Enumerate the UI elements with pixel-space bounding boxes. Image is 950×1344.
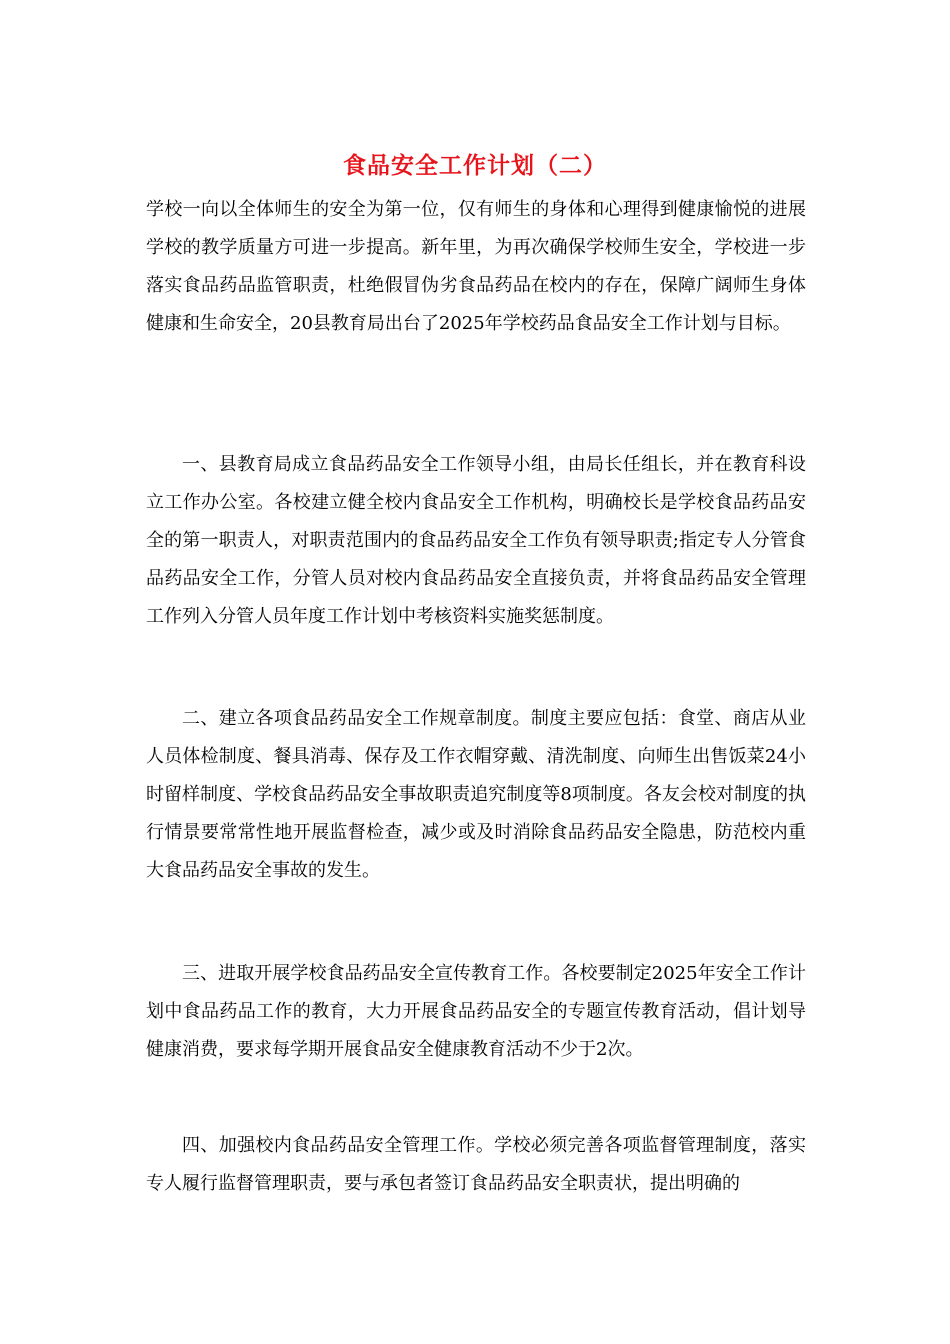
paragraph-intro: 学校一向以全体师生的安全为第一位，仅有师生的身体和心理得到健康愉悦的进展学校的教学质量方可进一步提高。新年里，为再次确保学校师生安全，学校进一步落实食品药品监管职责，杜绝假冒伪劣食品药品在校内的存在，保障广阔师生身体健康和生命安全，20县教育局出台了2025年学校药品食品安全工作计划与目标。 [146,199,806,334]
paragraph-section-one: 一、县教育局成立食品药品安全工作领导小组，由局长任组长，并在教育科设立工作办公室。各校建立健全校内食品安全工作机构，明确校长是学校食品药品安全的第一职责人，对职责范围内的食品药品安全工作负有领导职责;指定专人分管食品药品安全工作，分管人员对校内食品药品安全直接负责，并将食品药品安全管理工作列入分管人员年度工作计划中考核资料实施奖惩制度。 [146,454,806,627]
paragraph-section-two: 二、建立各项食品药品安全工作规章制度。制度主要应包括：食堂、商店从业人员体检制度、餐具消毒、保存及工作衣帽穿戴、清洗制度、向师生出售饭菜24小时留样制度、学校食品药品安全事故职责追究制度等8项制度。各友会校对制度的执行情景要常常性地开展监督检查，减少或及时消除食品药品安全隐患，防范校内重大食品药品安全事故的发生。 [146,708,806,881]
paragraph-section-four: 四、加强校内食品药品安全管理工作。学校必须完善各项监督管理制度，落实专人履行监督管理职责，要与承包者签订食品药品安全职责状，提出明确的 [146,1135,806,1194]
document-title: 食品安全工作计划（二） [343,152,607,179]
paragraph-section-three: 三、进取开展学校食品药品安全宣传教育工作。各校要制定2025年安全工作计划中食品药品工作的教育，大力开展食品药品安全的专题宣传教育活动，倡计划导健康消费，要求每学期开展食品安全健康教育活动不少于2次。 [146,963,806,1060]
